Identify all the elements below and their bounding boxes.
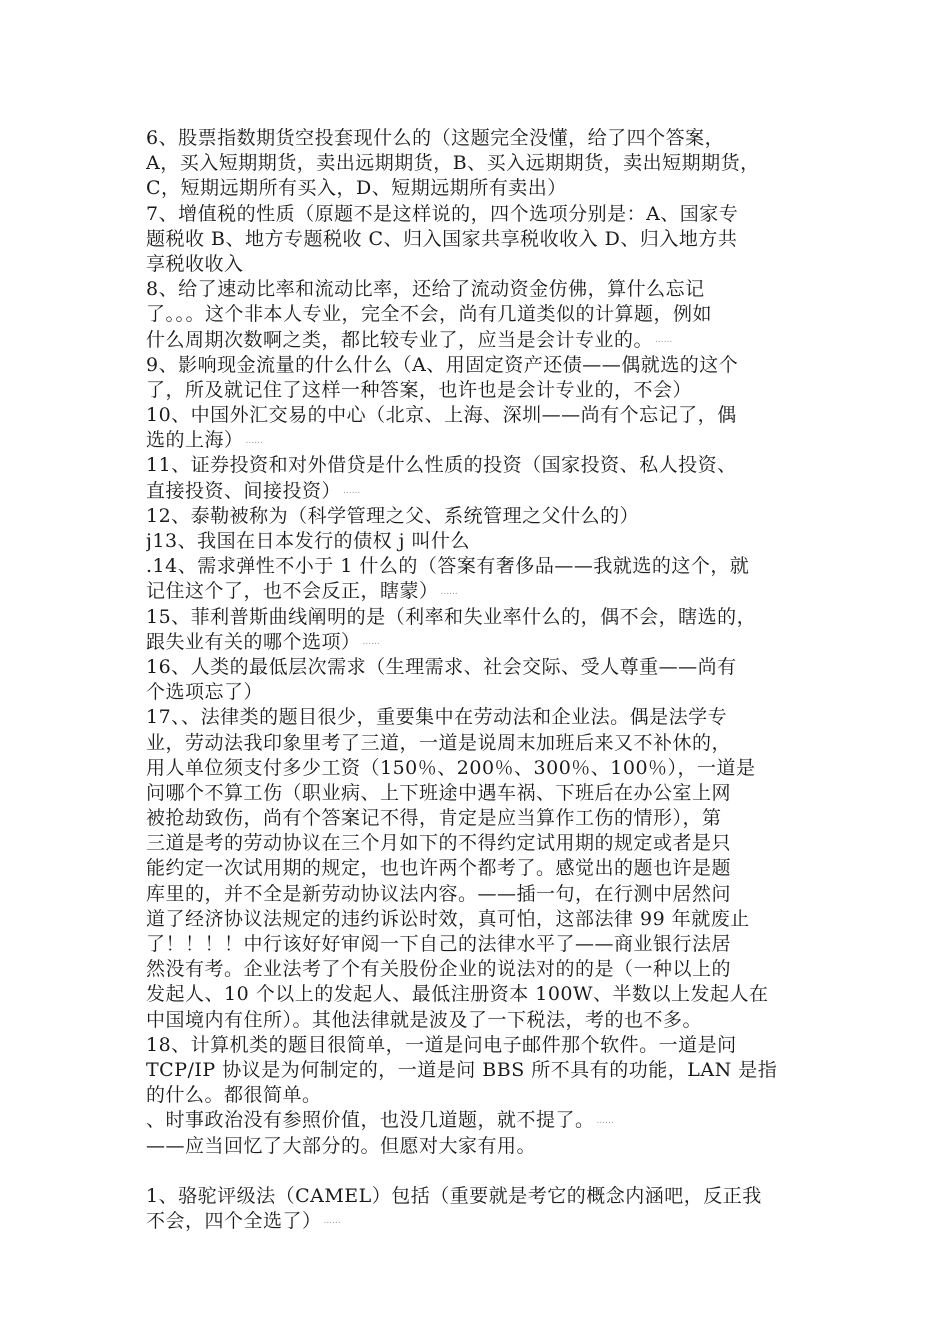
text-line-content: j13、我国在日本发行的债权 j 叫什么 [146, 530, 471, 552]
text-line-content: 1、骆驼评级法（CAMEL）包括（重要就是考它的概念内涵吧，反正我 [146, 1184, 762, 1207]
dotted-leader: ...... [245, 435, 263, 446]
text-line [146, 781, 810, 806]
text-line [146, 655, 810, 680]
text-line [146, 882, 810, 907]
text-line [146, 1058, 810, 1083]
text-line [146, 680, 810, 705]
text-line-content: 8、给了速动比率和流动比率，还给了流动资金仿佛，算什么忘记 [146, 278, 705, 301]
text-line-content: 9、影响现金流量的什么什么（A、用固定资产还债——偶就选的这个 [146, 353, 739, 376]
text-line [146, 982, 810, 1007]
text-line [146, 378, 810, 403]
text-line-content: 了，所及就记住了这样一种答案，也许也是会计专业的，不会） [146, 378, 693, 401]
text-line-content: 11、证券投资和对外借贷是什么性质的投资（国家投资、私人投资、 [146, 454, 737, 477]
text-line [146, 453, 810, 478]
text-line-content: 10、中国外汇交易的中心（北京、上海、深圳——尚有个忘记了，偶 [146, 404, 737, 427]
text-line [146, 529, 810, 554]
text-line [146, 151, 810, 176]
text-line-content: 能约定一次试用期的规定，也也许两个都考了。感觉出的题也许是题 [146, 857, 732, 880]
document-body [146, 126, 810, 1234]
text-line-content: 6、股票指数期货空投套现什么的（这题完全没懂，给了四个答案， [146, 127, 725, 149]
text-line [146, 353, 810, 378]
text-line [146, 277, 810, 302]
text-line-content: 什么周期次数啊之类，都比较专业了，应当是会计专业的。 [146, 328, 654, 351]
text-line-content: 了。。。这个非本人专业，完全不会，尚有几道类似的计算题，例如 [146, 303, 713, 326]
text-line-content: 跟失业有关的哪个选项） [146, 630, 361, 653]
text-line [146, 806, 810, 831]
text-line [146, 252, 810, 277]
text-line [146, 856, 810, 881]
text-line-content: 享税收收入 [146, 252, 244, 275]
text-line-content: .14、需求弹性不小于 1 什么的（答案有奢侈品——我就选的这个，就 [146, 555, 750, 578]
text-line-content: 16、人类的最低层次需求（生理需求、社会交际、受人尊重——尚有 [146, 655, 737, 678]
text-line-content: 用人单位须支付多少工资（150％、200％、300％、100％），一道是 [146, 756, 756, 779]
dotted-leader: ...... [440, 586, 458, 597]
text-line [146, 731, 810, 756]
dotted-leader: ...... [596, 1115, 614, 1126]
text-line [146, 126, 810, 151]
text-line-content: 直接投资、间接投资） [146, 479, 342, 502]
text-line-content: 记住这个了，也不会反正，瞎蒙） [146, 580, 439, 603]
text-line-content: 道了经济协议法规定的违约诉讼时效，真可怕，这部法律 99 年就废止 [146, 907, 750, 930]
text-line [146, 479, 810, 504]
text-line-content: 被抢劫致伤，尚有个答案记不得，肯定是应当算作工伤的情形），第 [146, 807, 722, 830]
text-line-content: 7、增值税的性质（原题不是这样说的，四个选项分别是：A、国家专 [146, 202, 739, 225]
text-line-content: 了！！！！中行该好好审阅一下自己的法律水平了——商业银行法居 [146, 933, 732, 955]
text-line [146, 907, 810, 932]
text-line [146, 302, 810, 327]
text-line-content: 然没有考。企业法考了个有关股份企业的说法对的的是（一种以上的 [146, 958, 732, 981]
dotted-leader: ...... [362, 637, 380, 648]
text-line [146, 1184, 810, 1209]
text-line-content: 15、菲利普斯曲线阐明的是（利率和失业率什么的，偶不会，瞎选的， [146, 605, 757, 628]
text-line [146, 932, 810, 957]
text-line-content: 库里的，并不全是新劳动协议法内容。——插一句，在行测中居然问 [146, 882, 732, 905]
text-line [146, 176, 810, 201]
text-line [146, 554, 810, 579]
text-line [146, 1108, 810, 1133]
dotted-leader: ...... [343, 486, 361, 497]
text-line [146, 957, 810, 982]
text-line [146, 1033, 810, 1058]
text-line [146, 428, 810, 453]
text-line [146, 1134, 810, 1159]
text-line-content: 题税收 B、地方专题税收 C、归入国家共享税收收入 D、归入地方共 [146, 227, 738, 250]
text-line-content: 问哪个不算工伤（职业病、上下班途中遇车祸、下班后在办公室上网 [146, 781, 732, 804]
text-line-content: 、时事政治没有参照价值，也没几道题，就不提了。 [146, 1109, 595, 1132]
text-line [146, 403, 810, 428]
text-line [146, 605, 810, 630]
text-line [146, 504, 810, 529]
text-line [146, 579, 810, 604]
text-line [146, 1209, 810, 1234]
text-line-content: TCP/IP 协议是为何制定的，一道是问 BBS 所不具有的功能，LAN 是指 [146, 1058, 778, 1081]
text-line [146, 1083, 810, 1108]
text-line-content: 发起人、10 个以上的发起人、最低注册资本 100W、半数以上发起人在 [146, 983, 769, 1006]
text-line-content: 的什么。都很简单。 [146, 1084, 322, 1107]
text-line [146, 227, 810, 252]
text-line [146, 202, 810, 227]
text-line [146, 705, 810, 730]
text-line-content: 12、泰勒被称为（科学管理之父、系统管理之父什么的） [146, 504, 640, 527]
text-line-content: 不会，四个全选了） [146, 1209, 322, 1232]
text-line [146, 630, 810, 655]
text-line-content: 个选项忘了） [146, 681, 264, 704]
text-line [146, 328, 810, 353]
text-line-content: 选的上海） [146, 429, 244, 452]
dotted-leader: ...... [323, 1216, 341, 1227]
text-line [146, 756, 810, 781]
text-line-content: C，短期远期所有买入，D、短期远期所有卖出） [146, 177, 567, 200]
text-line-content: 18、计算机类的题目很简单，一道是问电子邮件那个软件。一道是问 [146, 1033, 737, 1056]
text-line-content: 三道是考的劳动协议在三个月如下的不得约定试用期的规定或者是只 [146, 832, 732, 855]
text-line-content: 业，劳动法我印象里考了三道，一道是说周末加班后来又不补休的， [146, 731, 732, 754]
text-line-content: ——应当回忆了大部分的。但愿对大家有用。 [146, 1134, 537, 1157]
text-line-content: 中国境内有住所）。其他法律就是波及了一下税法，考的也不多。 [146, 1008, 703, 1031]
text-line [146, 831, 810, 856]
text-line-content: 17、、法律类的题目很少，重要集中在劳动法和企业法。偶是法学专 [146, 706, 728, 729]
blank-line [146, 1159, 810, 1184]
dotted-leader: ...... [655, 334, 673, 345]
text-line-content: A，买入短期期货，卖出远期期货，B、买入远期期货，卖出短期期货， [146, 152, 760, 175]
text-line [146, 1008, 810, 1033]
